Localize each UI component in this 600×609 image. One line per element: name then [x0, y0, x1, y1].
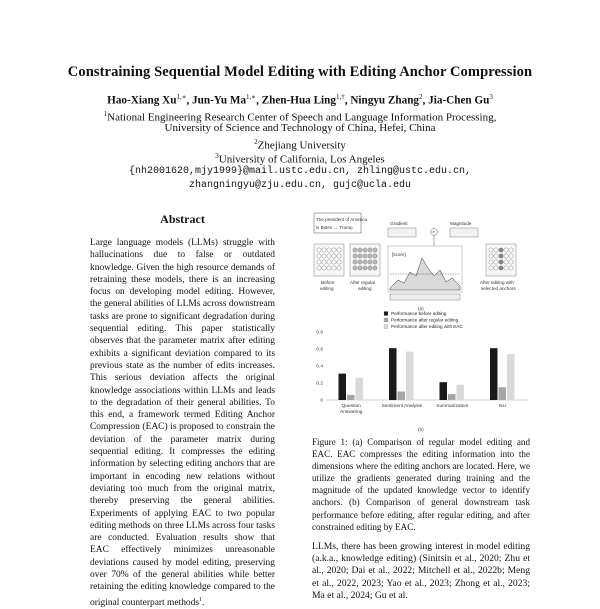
chart-bars — [339, 348, 515, 400]
footnote-mark[interactable]: 1 — [199, 596, 203, 603]
abstract-body: Large language models (LLMs) struggle with hallucinations due to false or outdated knowledge. Given the high resource demands of retraining these models, there is an increasing focus on developing model editing. However, the general abilities of LLMs across downstream tasks are prone to significant degradation during sequential editing. This paper statistically observes that the parameter matrix after editing exhibits a significant deviation compared to its previous state as the number of edits increases. This serious deviation affects the original knowledge associations within LLMs and leads to the degradation of their general abilities. To this end, a framework termed Editing Anchor Compression (EAC) is proposed to constrain the deviation of the parameter matrix during sequential editing. It compresses the editing information by selecting editing anchors that are important in encoding new relations without deviating too much from the original matrix, thereby preserving the general abilities. Experiments of applying EAC to two popular editing methods on three LLMs across four tasks are conducted. Evaluation results show that EAC effectively minimizes unreasonable deviations caused by model editing, preserving over 70% of the general abilities while better retaining the editing knowledge compared to the original counterpart methods$^1$. — [90, 238, 275, 608]
multiply-glyph-icon: × — [432, 229, 435, 235]
x-tick-label: Answering — [340, 410, 363, 415]
author-name: Jun-Yu Ma — [192, 94, 247, 107]
bar — [490, 348, 498, 400]
panel-b-label: (b) — [418, 427, 424, 432]
bar — [398, 392, 406, 401]
author-name: Jia-Chen Gu — [428, 94, 490, 107]
regular-label-1: After regular — [350, 280, 376, 285]
prompt-line-1: The president of America — [316, 217, 368, 222]
before-label-1: Before — [321, 280, 335, 285]
figure-1 — [310, 210, 532, 432]
bar — [356, 378, 364, 400]
figure-caption: Figure 1: (a) Comparison of regular model editing and EAC. EAC compresses the editing information into the dimensions where the editing anchors are located. Here, we utilize the gradients generated during training and the magnitude of the updated knowledge vector to identify anchors. (b) Comparison of general downstream task performance before editing, after regular editing, and after constrained editing by EAC. — [312, 437, 530, 532]
affiliation-text: University of California, Los Angeles — [218, 153, 385, 166]
author-list: Hao-Xiang $Xu^{1,∗}$, Jun-Yu $Ma^{1,∗}$, Zhen-Hua Ling$^{1,\dagger}$, Ningyu Zhang$^2$, Jia-Chen Gu$^3$ — [107, 93, 493, 107]
legend-swatch — [384, 318, 388, 322]
bar — [406, 352, 414, 400]
paper-title: Constraining Sequential Model Editing with Editing Anchor Compression — [67, 64, 533, 80]
abstract-text: Large language models (LLMs) struggle with hallucinations due to false or outdated knowledge. Given the high resource demands of retraining these models, there is an increasing focus on developing model editing. However, the general abilities of LLMs across downstream tasks are prone to significant degradation during sequential editing. This paper statistically observes that the parameter matrix after editing exhibits a significant deviation compared to its previous state as the number of edits increases. This serious deviation affects the original knowledge associations within LLMs and leads to the degradation of their general abilities. To this end, a framework termed Editing Anchor Compression (EAC) is proposed to constrain the deviation of the parameter matrix during sequential editing. It compresses the editing information by selecting editing anchors that are important in encoding new relations without deviating too much from the original matrix, thereby preserving the general abilities. Experiments of applying EAC to two popular editing methods on three LLMs across four tasks are conducted. Evaluation results show that EAC effectively minimizes unreasonable deviations caused by model editing, preserving over 70% of the general abilities while better retaining the editing knowledge compared to the original counterpart methods — [90, 238, 275, 608]
magnitude-label: Magnitude — [450, 221, 472, 226]
affiliation-text: University of Science and Technology of China, Hefei, China — [164, 122, 436, 134]
chart-legend — [384, 311, 463, 329]
author-mark: 1,∗ — [176, 93, 187, 101]
bar — [448, 394, 456, 400]
anchor-strip — [390, 294, 460, 300]
magnitude-vector — [450, 228, 478, 237]
author-mark: 2 — [419, 93, 423, 101]
eac-label-1: After editing with — [480, 280, 514, 285]
x-tick-label: Question — [341, 404, 361, 409]
email-line-2[interactable]: zhangningyu@zju.edu.cn, gujc@ucla.edu — [188, 180, 412, 191]
bar — [339, 374, 347, 400]
regular-label-2: editing — [358, 286, 372, 291]
affiliation-text: National Engineering Research Center of Speech and Language Information Processing, — [107, 111, 497, 124]
author-name: Ningyu Zhang — [350, 94, 420, 107]
x-tick-label: NLI — [499, 404, 507, 409]
bar — [389, 348, 397, 400]
y-tick-label: 0.4 — [316, 364, 323, 370]
score-label: [score] — [392, 252, 406, 257]
gradient-label: Gradient — [390, 221, 408, 226]
legend-label: Performance before editing — [391, 311, 447, 316]
bar — [507, 354, 515, 400]
y-tick-label: 0.8 — [316, 330, 323, 336]
y-tick-label: 0.6 — [316, 347, 323, 353]
author-mark: 1,† — [335, 93, 345, 101]
prompt-line-2: is Biden → Trump — [316, 225, 353, 230]
legend-label: Performance after editing with EAC — [391, 324, 463, 329]
before-label-2: editing — [320, 286, 334, 291]
author-mark: 3 — [489, 93, 493, 101]
abstract-heading: Abstract — [160, 212, 205, 226]
affiliation-mark: 2 — [254, 138, 258, 146]
affiliation-1b — [0, 122, 600, 135]
y-tick-label: 0 — [320, 398, 323, 404]
affiliation-text: Zhejiang University — [257, 139, 346, 152]
y-tick-label: 0.2 — [316, 381, 323, 387]
x-tick-label: Sentiment Analysis — [381, 404, 423, 409]
legend-swatch — [384, 312, 388, 316]
legend-swatch — [384, 325, 388, 329]
bar — [440, 382, 448, 400]
x-tick-label: Summarization — [436, 404, 469, 409]
bar — [347, 395, 355, 400]
legend-label: Performance after regular editing — [391, 317, 459, 323]
affiliation-mark: 1 — [103, 110, 108, 118]
author-mark: 1,∗ — [246, 93, 257, 101]
affiliation-mark: 3 — [215, 152, 219, 160]
panel-a-label: (a) — [418, 306, 424, 311]
author-name: Zhen-Hua Ling — [261, 94, 336, 107]
matrix-eac — [486, 244, 516, 276]
bar — [499, 387, 507, 400]
email-line-1[interactable]: {nh2001620,mjy1999}@mail.ustc.edu.cn, zhling@ustc.edu.cn, — [128, 166, 472, 177]
body-text: LLMs, there has been growing interest in model editing (a.k.a., knowledge editing) (Sinitsin et al., 2020; Zhu et al., 2020; Dai et al., 2022; Mitchell et al., 2022b; Meng et al., 2022, 2023; Yao et al., 2023; Zhong et al., 2023; Ma et al., 2024; Gu et al. — [312, 541, 530, 601]
matrix-before — [314, 244, 344, 276]
gradient-vector — [388, 228, 416, 237]
bar — [457, 385, 465, 400]
prompt-box — [314, 213, 361, 233]
author-name: Hao-Xiang Xu — [107, 94, 177, 107]
matrix-regular — [350, 244, 380, 276]
eac-label-2: selected anchors — [481, 286, 516, 291]
